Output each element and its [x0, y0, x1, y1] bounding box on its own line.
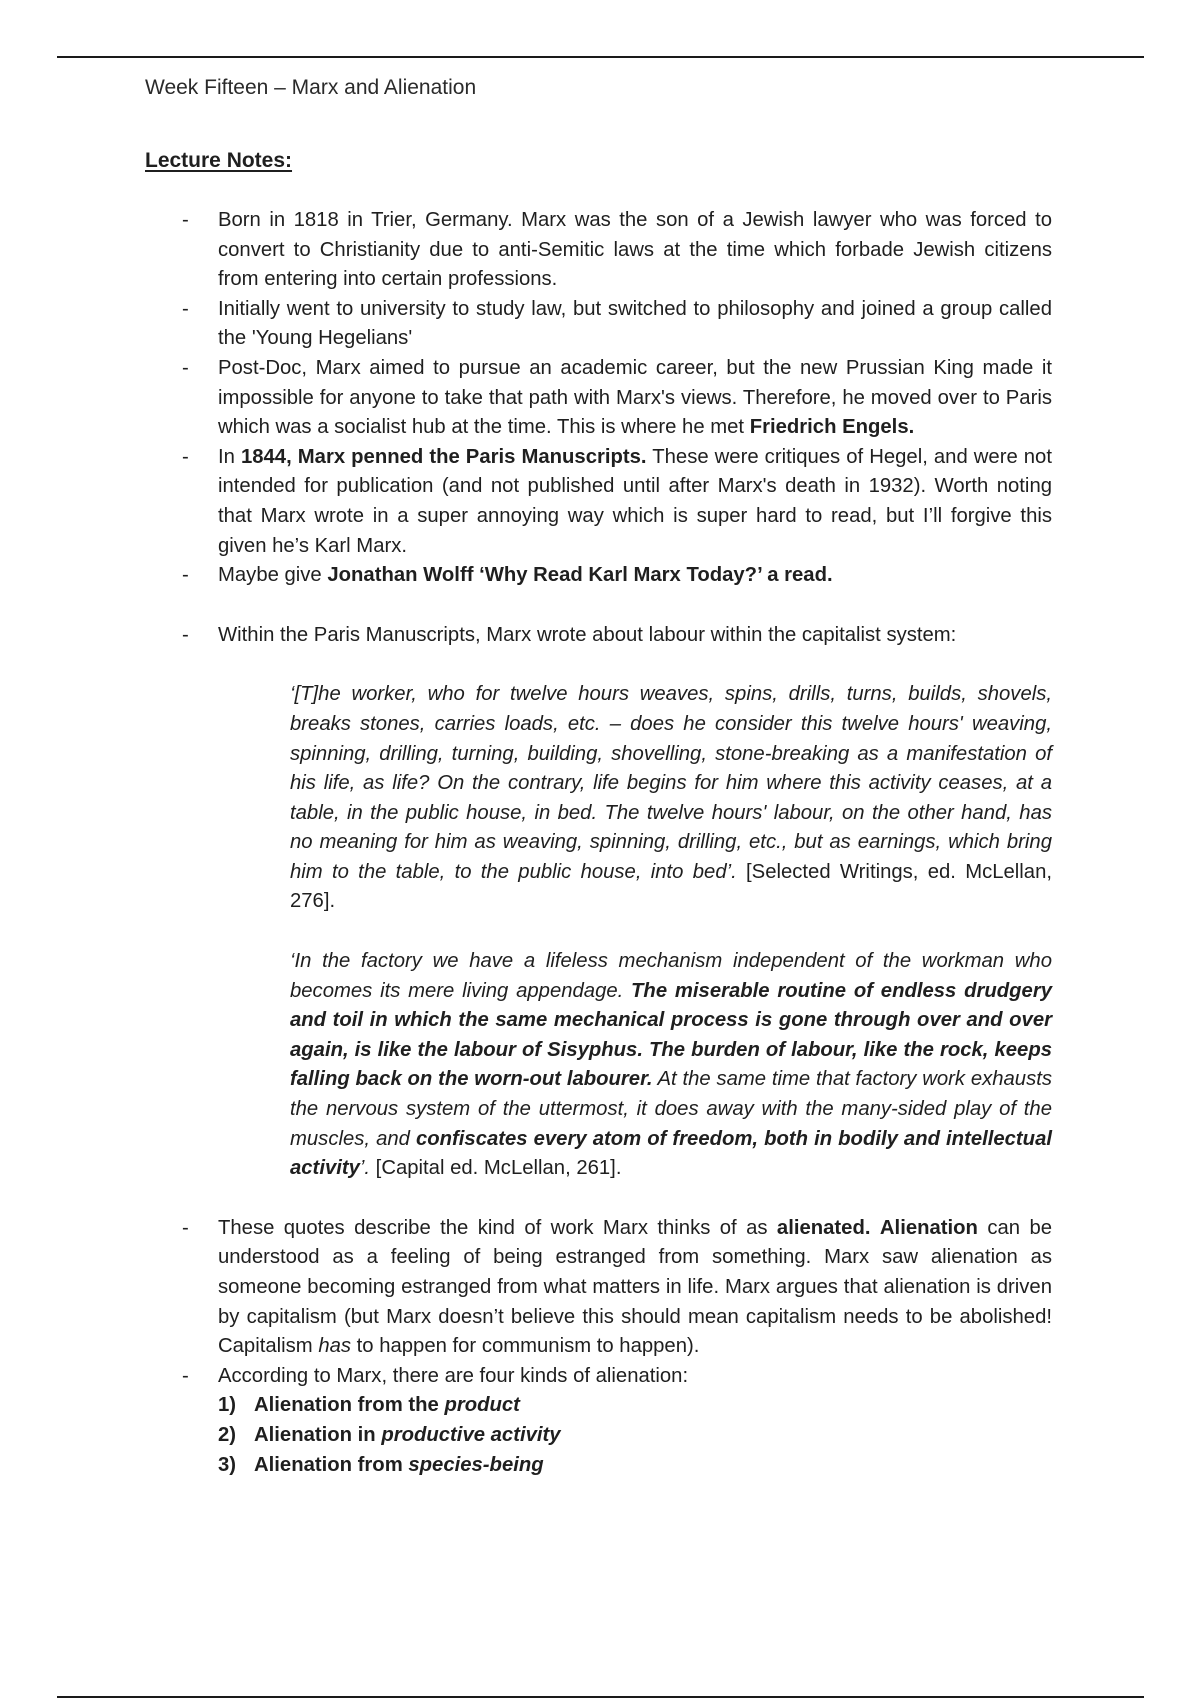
bullet-dash: - [182, 445, 189, 468]
list-item-text: Alienation in [254, 1423, 382, 1446]
top-rule [57, 56, 1144, 58]
bullet-text: In [218, 445, 241, 468]
bullet-text: These quotes describe the kind of work Marx thinks of as [218, 1216, 777, 1239]
document-header: Week Fifteen – Marx and Alienation [145, 76, 477, 99]
bullet-birth [0, 206, 1052, 295]
quote-italic-text: ‘In the factory we have a lifeless mechanism independent of the workman who becomes its mere living appendage. [290, 950, 1052, 1002]
bullet-text: Maybe give [218, 564, 328, 587]
bullet-post-doc [0, 354, 1052, 443]
quote-bold-italic-text: confiscates every atom of freedom, both in bodily and intellectual activity [290, 1127, 1052, 1180]
bullet-text: to happen for communism to happen). [351, 1335, 700, 1358]
bullet-text: According to Marx, there are four kinds of alienation: [218, 1364, 689, 1387]
bullet-dash: - [182, 1364, 189, 1387]
bullet-dash: - [182, 297, 189, 320]
section-title: Lecture Notes: [145, 149, 293, 172]
list-item-text: Alienation from the [254, 1394, 445, 1417]
bullet-text [870, 1217, 879, 1239]
quote-capital [0, 947, 1052, 1184]
bullet-dash: - [182, 623, 189, 646]
quote-italic-text: At the same time that factory work exhausts the nervous system of the uttermost, it does away with the many-sided play of the muscles, and [290, 1068, 1052, 1150]
bullet-alienated-work [0, 1214, 1052, 1362]
bullet-four-kinds [0, 1362, 1052, 1392]
bullet-paris-manuscripts [0, 443, 1052, 561]
list-item [218, 1451, 1200, 1481]
bottom-rule [57, 1696, 1144, 1698]
list-number: 1) [218, 1394, 237, 1417]
bullet-bold-text: 1844, Marx penned the Paris Manuscripts. [240, 445, 647, 468]
bullet-bold-text: Alienation [879, 1216, 978, 1239]
list-item-text: Alienation from [254, 1453, 409, 1476]
bullet-list-alienation [0, 1214, 1200, 1392]
bullet-text: Within the Paris Manuscripts, Marx wrote about labour within the capitalist system: [218, 623, 957, 646]
bullet-dash: - [182, 356, 189, 379]
bullet-text: Initially went to university to study law, but switched to philosophy and joined a group called the 'Young Hegelians' [218, 297, 1052, 350]
quote-bold-italic-text: The miserable routine of endless drudgery and toil in which the same mechanical process is gone through over and over again, is like the labour of Sisyphus. The burden of labour, like the rock, keeps falling back on the worn-out labourer. [290, 979, 1052, 1091]
bullet-dash: - [182, 209, 189, 231]
list-number: 2) [218, 1423, 237, 1446]
list-item-emphasis: species-being [408, 1453, 544, 1476]
bullet-labour-intro [0, 621, 1052, 651]
bullet-text: can be understood as a feeling of being estranged from something. Marx saw alienation as someone becoming estranged from what matters in life. Marx argues that alienation is driven by capitalism (but Marx doesn’t believe this should mean capitalism needs to be abolished! Capitalism [218, 1216, 1053, 1358]
bullet-bold-text: Jonathan Wolff ‘Why Read Karl Marx Today?’ a read. [327, 564, 833, 587]
list-item [218, 1421, 1200, 1451]
quote-selected-writings [0, 680, 1052, 917]
quote-citation: [Capital ed. McLellan, 261]. [370, 1157, 622, 1180]
bullet-bold-text: Friedrich Engels. [749, 416, 915, 439]
quote-citation: [Selected Writings, ed. McLellan, 276]. [290, 860, 1052, 913]
bullet-university [0, 295, 1052, 354]
alienation-kinds-list [0, 1391, 1200, 1480]
quote-italic-text: ‘[T]he worker, who for twelve hours weaves, spins, drills, turns, builds, shovels, breaks stones, carries loads, etc. – does he consider this twelve hours' weaving, spinning, drilling, turning, building, shovelling, stone-breaking as a manifestation of his life, as life? On the contrary, life begins for him where this activity ceases, at a table, in the public house, in bed. The twelve hours' labour, on the other hand, has no meaning for him as weaving, spinning, drilling, etc., but as earnings, which bring him to the table, to the public house, into bed’. [290, 683, 1052, 883]
bullet-italic-text: has [318, 1335, 352, 1358]
bullet-text: Post-Doc, Marx aimed to pursue an academic career, but the new Prussian King made it impossible for anyone to take that path with Marx's views. Therefore, he moved over to Paris which was a socialist hub at the time. This is where he met [218, 356, 1052, 439]
bullet-text: Born in 1818 in Trier, Germany. Marx was the son of a Jewish lawyer who was forced to convert to Christianity due to anti-Semitic laws at the time which forbade Jewish citizens from entering into certain professions. [218, 209, 1052, 291]
bullet-dash: - [182, 564, 189, 587]
list-item-emphasis: product [444, 1394, 520, 1417]
list-item [218, 1391, 1200, 1421]
quote-italic-text: ’. [359, 1157, 371, 1180]
bullet-bold-text: alienated. [776, 1216, 871, 1239]
lecture-notes-body [0, 206, 1200, 1480]
bullet-list [0, 206, 1200, 650]
bullet-dash: - [182, 1216, 189, 1239]
bullet-text: These were critiques of Hegel, and were not intended for publication (and not published until after Marx's death in 1932). Worth noting that Marx wrote in a super annoying way which is super hard to read, but I’ll forgive this given he’s Karl Marx. [218, 445, 1052, 557]
list-number: 3) [218, 1453, 237, 1476]
list-item-emphasis: productive activity [381, 1423, 561, 1446]
bullet-reading-suggestion [0, 561, 1052, 591]
spacer [0, 591, 1200, 621]
